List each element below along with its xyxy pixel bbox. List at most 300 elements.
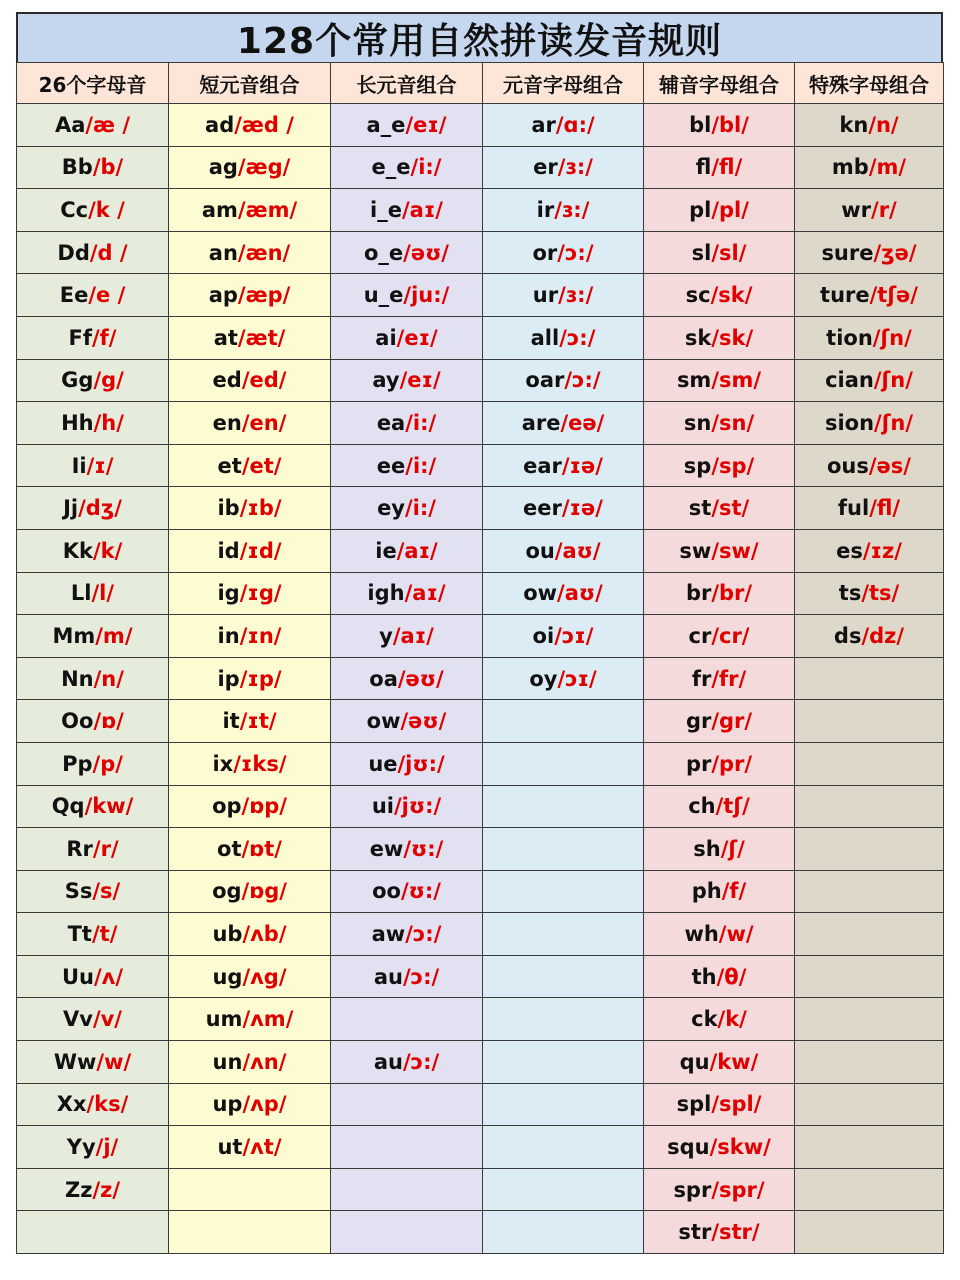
cell-consonant <box>644 657 795 700</box>
spelling-text: st <box>688 496 712 521</box>
cell-consonant <box>644 402 795 445</box>
cell-consonant <box>644 785 795 828</box>
cell-vowel <box>483 1126 644 1169</box>
cell-letter <box>17 657 169 700</box>
spelling-text: pr <box>685 751 712 776</box>
cell-long <box>331 1168 483 1211</box>
spelling-text: er <box>533 155 558 180</box>
phonetic-text: /f/ <box>721 879 747 904</box>
cell-letter <box>17 572 169 615</box>
phonetic-text: /tʃə/ <box>869 283 918 308</box>
spelling-text: au <box>373 1049 403 1074</box>
cell-long <box>331 742 483 785</box>
phonetic-text: /ʃn/ <box>874 410 914 435</box>
cell-long <box>331 487 483 530</box>
phonetic-text: /ɪks/ <box>233 751 287 776</box>
spelling-text: Ee <box>59 283 89 308</box>
spelling-text: ture <box>820 283 870 308</box>
phonetic-text: /i:/ <box>405 496 436 521</box>
spelling-text: all <box>530 325 560 350</box>
phonetic-text: /ʌg/ <box>242 964 287 989</box>
spelling-text: ay <box>372 368 400 393</box>
phonetic-text: /s/ <box>92 879 121 904</box>
cell-consonant <box>644 529 795 572</box>
cell-short <box>169 913 331 956</box>
spelling-text: ix <box>212 751 234 776</box>
cell-special <box>795 1168 944 1211</box>
cell-special <box>795 998 944 1041</box>
phonetic-text: /ɔ:/ <box>402 1049 440 1074</box>
cell-consonant <box>644 359 795 402</box>
spelling-text: ot <box>217 836 242 861</box>
spelling-text: eer <box>523 496 562 521</box>
cell-short <box>169 274 331 317</box>
phonetic-text: /ɒt/ <box>241 836 282 861</box>
spelling-text: or <box>532 240 558 265</box>
cell-consonant <box>644 487 795 530</box>
phonetic-text: /p/ <box>92 751 123 776</box>
spelling-text: are <box>521 410 561 435</box>
spelling-text: Dd <box>57 240 90 265</box>
cell-special <box>795 402 944 445</box>
spelling-text: ap <box>208 283 238 308</box>
spelling-text: ous <box>827 453 869 478</box>
cell-consonant <box>644 998 795 1041</box>
spelling-text: sh <box>693 836 721 861</box>
spelling-text: kn <box>839 112 869 137</box>
cell-vowel <box>483 359 644 402</box>
cell-special <box>795 1211 944 1254</box>
header-long-vowels: 长元音组合 <box>331 63 483 104</box>
spelling-text: Ff <box>68 325 92 350</box>
spelling-text: Ww <box>53 1049 97 1074</box>
cell-long <box>331 231 483 274</box>
spelling-text: ow <box>523 581 558 606</box>
cell-letter <box>17 529 169 572</box>
cell-vowel <box>483 444 644 487</box>
phonics-chart <box>16 12 943 1254</box>
spelling-text: et <box>217 453 242 478</box>
cell-vowel <box>483 1168 644 1211</box>
phonetic-text: /eə/ <box>560 410 605 435</box>
phonetic-text: /k/ <box>717 1007 747 1032</box>
cell-letter <box>17 487 169 530</box>
spelling-text: og <box>212 879 242 904</box>
phonetic-text: /sk/ <box>711 325 754 350</box>
phonetic-text: /aɪ/ <box>396 538 438 563</box>
cell-short <box>169 1083 331 1126</box>
cell-long <box>331 529 483 572</box>
phonetic-text: /l/ <box>91 581 115 606</box>
cell-vowel <box>483 657 644 700</box>
cell-vowel <box>483 1041 644 1084</box>
cell-special <box>795 1041 944 1084</box>
cell-short <box>169 572 331 615</box>
cell-special <box>795 955 944 998</box>
cell-long <box>331 1083 483 1126</box>
spelling-text: u_e <box>363 283 404 308</box>
cell-consonant <box>644 189 795 232</box>
cell-short <box>169 828 331 871</box>
phonetic-text: /ɜ:/ <box>554 197 590 222</box>
phonetic-text: /sm/ <box>711 368 762 393</box>
spelling-text: Vv <box>63 1007 93 1032</box>
phonetic-text: /ɪt/ <box>239 709 277 734</box>
table-row <box>17 529 944 572</box>
spelling-text: at <box>213 325 238 350</box>
spelling-text: un <box>212 1049 243 1074</box>
cell-vowel <box>483 955 644 998</box>
spelling-text: cr <box>688 623 712 648</box>
spelling-text: en <box>212 410 242 435</box>
header-consonant-combos: 辅音字母组合 <box>644 63 795 104</box>
cell-long <box>331 1041 483 1084</box>
spelling-text: ug <box>212 964 243 989</box>
cell-short <box>169 146 331 189</box>
spelling-text: Gg <box>61 368 94 393</box>
cell-letter <box>17 998 169 1041</box>
table-row <box>17 1041 944 1084</box>
phonetic-text: /ʌm/ <box>242 1007 294 1032</box>
cell-consonant <box>644 316 795 359</box>
spelling-text: up <box>212 1092 243 1117</box>
phonetic-text: /ʃn/ <box>873 368 913 393</box>
cell-vowel <box>483 1083 644 1126</box>
spelling-text: Hh <box>61 410 94 435</box>
phonetic-text: /ɪz/ <box>862 538 902 563</box>
table-row <box>17 742 944 785</box>
spelling-text: ut <box>217 1135 243 1160</box>
cell-short <box>169 615 331 658</box>
cell-long <box>331 146 483 189</box>
spelling-text: fr <box>691 666 712 691</box>
cell-special <box>795 274 944 317</box>
cell-short <box>169 189 331 232</box>
phonetic-text: /spl/ <box>711 1092 762 1117</box>
phonetic-text: /r/ <box>92 836 119 861</box>
phonetic-text: /æt/ <box>237 325 286 350</box>
phonetic-text: /ɔ:/ <box>405 922 442 947</box>
cell-long <box>331 913 483 956</box>
phonetic-text: /e / <box>88 283 126 308</box>
spelling-text: ig <box>217 581 240 606</box>
cell-short <box>169 316 331 359</box>
phonetic-text: /ɪə/ <box>561 453 603 478</box>
cell-letter <box>17 1168 169 1211</box>
header-row <box>17 63 944 104</box>
cell-letter <box>17 1126 169 1169</box>
phonetic-text: /kw/ <box>709 1049 759 1074</box>
spelling-text: ur <box>532 283 559 308</box>
spelling-text: sl <box>691 240 712 265</box>
phonetic-text: /b/ <box>92 155 124 180</box>
spelling-text: oy <box>529 666 558 691</box>
phonetic-text: /w/ <box>718 922 754 947</box>
table-row <box>17 487 944 530</box>
cell-letter <box>17 1041 169 1084</box>
spelling-text: ie <box>375 538 397 563</box>
phonetic-text: /sl/ <box>711 240 747 265</box>
phonetic-text: /ks/ <box>86 1092 129 1117</box>
cell-vowel <box>483 615 644 658</box>
cell-vowel <box>483 870 644 913</box>
cell-consonant <box>644 274 795 317</box>
phonetic-text: /θ/ <box>716 964 747 989</box>
phonetic-text: /jʊ:/ <box>393 794 442 819</box>
spelling-text: ey <box>377 496 405 521</box>
cell-long <box>331 615 483 658</box>
cell-special <box>795 828 944 871</box>
cell-short <box>169 700 331 743</box>
table-row <box>17 955 944 998</box>
spelling-text: oa <box>369 666 398 691</box>
phonetic-text: /d / <box>89 240 128 265</box>
cell-special <box>795 785 944 828</box>
cell-short <box>169 104 331 147</box>
phonetic-text: /gr/ <box>711 709 753 734</box>
cell-long <box>331 274 483 317</box>
cell-special <box>795 700 944 743</box>
cell-vowel <box>483 572 644 615</box>
cell-special <box>795 1126 944 1169</box>
spelling-text: ew <box>369 836 404 861</box>
cell-special <box>795 444 944 487</box>
spelling-text: tion <box>826 325 873 350</box>
cell-special <box>795 359 944 402</box>
phonetic-text: /ʃ/ <box>720 836 745 861</box>
phonetic-text: /æg/ <box>237 155 291 180</box>
phonetic-text: /æp/ <box>237 283 291 308</box>
cell-short <box>169 359 331 402</box>
phonetic-text: /pr/ <box>711 751 753 776</box>
spelling-text: Pp <box>62 751 93 776</box>
cell-special <box>795 1083 944 1126</box>
phonetic-text: /pl/ <box>711 197 749 222</box>
spelling-text: wh <box>684 922 719 947</box>
phonetic-text: /eɪ/ <box>405 112 447 137</box>
phonetic-text: /t/ <box>91 922 118 947</box>
cell-long <box>331 189 483 232</box>
spelling-text: ck <box>691 1007 718 1032</box>
cell-short <box>169 1211 331 1254</box>
spelling-text: Kk <box>62 538 93 563</box>
phonetic-text: /aɪ/ <box>401 197 443 222</box>
header-short-vowels: 短元音组合 <box>169 63 331 104</box>
spelling-text: squ <box>667 1135 710 1160</box>
cell-letter <box>17 785 169 828</box>
spelling-text: pl <box>689 197 712 222</box>
phonetic-text: /sp/ <box>711 453 755 478</box>
phonetic-text: /dʒ/ <box>78 496 122 521</box>
phonetic-text: /v/ <box>92 1007 122 1032</box>
cell-consonant <box>644 955 795 998</box>
cell-special <box>795 742 944 785</box>
cell-special <box>795 316 944 359</box>
cell-long <box>331 1126 483 1169</box>
cell-consonant <box>644 1126 795 1169</box>
phonetic-text: /et/ <box>241 453 282 478</box>
phonetic-text: /ʌt/ <box>242 1135 282 1160</box>
cell-letter <box>17 955 169 998</box>
table-row <box>17 1083 944 1126</box>
cell-letter <box>17 913 169 956</box>
phonetic-text: /ɪd/ <box>239 538 282 563</box>
cell-long <box>331 700 483 743</box>
spelling-text: bl <box>689 112 712 137</box>
phonetic-text: /aʊ/ <box>554 538 601 563</box>
phonetic-text: /ʃn/ <box>872 325 912 350</box>
header-vowel-combos: 元音字母组合 <box>483 63 644 104</box>
table-row <box>17 700 944 743</box>
cell-short <box>169 487 331 530</box>
cell-consonant <box>644 231 795 274</box>
spelling-text: ee <box>376 453 406 478</box>
phonetic-text: /kw/ <box>84 794 134 819</box>
spelling-text: sm <box>676 368 712 393</box>
phonetic-text: /æm/ <box>237 197 298 222</box>
page-title: 128个常用自然拼读发音规则 <box>16 12 943 62</box>
cell-vowel <box>483 785 644 828</box>
spelling-text: Qq <box>51 794 85 819</box>
cell-short <box>169 1168 331 1211</box>
spelling-text: cian <box>825 368 874 393</box>
phonetic-text: /ɔ:/ <box>564 368 601 393</box>
phonetic-text: /ʒə/ <box>873 240 917 265</box>
phonetic-text: /ɜ:/ <box>558 283 594 308</box>
spelling-text: op <box>212 794 242 819</box>
phonetic-text: /fl/ <box>711 155 743 180</box>
phonetic-text: /ɑ:/ <box>555 112 595 137</box>
cell-vowel <box>483 742 644 785</box>
phonetic-text: /ʊ:/ <box>400 879 441 904</box>
phonetic-text: /i:/ <box>405 410 437 435</box>
cell-long <box>331 828 483 871</box>
phonetic-text: /k / <box>88 197 125 222</box>
cell-letter <box>17 402 169 445</box>
cell-consonant <box>644 1168 795 1211</box>
phonetic-text: /j/ <box>95 1135 119 1160</box>
spelling-text: sc <box>685 283 711 308</box>
table-row <box>17 359 944 402</box>
spelling-text: sw <box>679 538 712 563</box>
spelling-text: au <box>373 964 403 989</box>
table-row <box>17 572 944 615</box>
cell-consonant <box>644 444 795 487</box>
spelling-text: sion <box>824 410 875 435</box>
phonetic-text: /dz/ <box>861 623 905 648</box>
cell-letter <box>17 1211 169 1254</box>
cell-long <box>331 572 483 615</box>
phonetic-text: /cr/ <box>711 623 750 648</box>
cell-short <box>169 955 331 998</box>
spelling-text: str <box>678 1220 712 1245</box>
spelling-text: Xx <box>56 1092 87 1117</box>
table-row <box>17 828 944 871</box>
phonetic-text: /eɪ/ <box>396 325 438 350</box>
cell-long <box>331 1211 483 1254</box>
phonetic-text: /ɒp/ <box>241 794 287 819</box>
spelling-text: igh <box>367 581 405 606</box>
cell-letter <box>17 231 169 274</box>
cell-vowel <box>483 274 644 317</box>
cell-consonant <box>644 870 795 913</box>
cell-short <box>169 870 331 913</box>
cell-short <box>169 231 331 274</box>
phonetic-text: /fl/ <box>869 496 901 521</box>
cell-special <box>795 529 944 572</box>
cell-letter <box>17 274 169 317</box>
cell-special <box>795 870 944 913</box>
phonetic-text: /aʊ/ <box>557 581 603 606</box>
cell-long <box>331 316 483 359</box>
spelling-text: Jj <box>63 496 79 521</box>
cell-vowel <box>483 828 644 871</box>
phonetic-text: /æ / <box>85 112 131 137</box>
cell-vowel <box>483 487 644 530</box>
cell-long <box>331 444 483 487</box>
spelling-text: sk <box>684 325 712 350</box>
cell-vowel <box>483 913 644 956</box>
phonetic-text: /əʊ/ <box>400 709 447 734</box>
phonetic-text: /ɜ:/ <box>557 155 593 180</box>
spelling-text: ful <box>837 496 870 521</box>
phonetic-text: /ed/ <box>241 368 287 393</box>
phonetic-text: /m/ <box>868 155 907 180</box>
spelling-text: um <box>205 1007 243 1032</box>
cell-consonant <box>644 700 795 743</box>
phonetic-text: /ɔɪ/ <box>557 666 597 691</box>
cell-long <box>331 402 483 445</box>
phonetic-text: /ju:/ <box>403 283 450 308</box>
cell-letter <box>17 189 169 232</box>
phonetic-text: /aɪ/ <box>404 581 446 606</box>
cell-short <box>169 785 331 828</box>
phonetic-text: /ʊ:/ <box>403 836 444 861</box>
phonetic-text: /ɒ/ <box>93 709 124 734</box>
phonetic-text: /en/ <box>241 410 287 435</box>
spelling-text: Cc <box>60 197 89 222</box>
phonetic-text: /i:/ <box>410 155 442 180</box>
phonetic-text: /ɪ/ <box>86 453 114 478</box>
spelling-text: Ss <box>64 879 93 904</box>
phonetic-text: /spr/ <box>711 1177 765 1202</box>
phonetic-text: /sn/ <box>711 410 755 435</box>
spelling-text: Ll <box>70 581 92 606</box>
spelling-text: Yy <box>66 1135 96 1160</box>
cell-special <box>795 231 944 274</box>
spelling-text: it <box>222 709 240 734</box>
spelling-text: am <box>201 197 238 222</box>
spelling-text: Oo <box>61 709 94 734</box>
spelling-text: sn <box>683 410 712 435</box>
phonetic-text: /əs/ <box>868 453 911 478</box>
cell-vowel <box>483 231 644 274</box>
cell-consonant <box>644 1041 795 1084</box>
table-row <box>17 785 944 828</box>
spelling-text: id <box>217 538 240 563</box>
table-row <box>17 316 944 359</box>
spelling-text: ip <box>217 666 240 691</box>
cell-letter <box>17 615 169 658</box>
cell-short <box>169 529 331 572</box>
table-row <box>17 1168 944 1211</box>
table-row <box>17 1211 944 1254</box>
table-row <box>17 913 944 956</box>
table-row <box>17 615 944 658</box>
phonetic-text: /ɪə/ <box>561 496 603 521</box>
cell-vowel <box>483 316 644 359</box>
header-special-combos: 特殊字母组合 <box>795 63 944 104</box>
